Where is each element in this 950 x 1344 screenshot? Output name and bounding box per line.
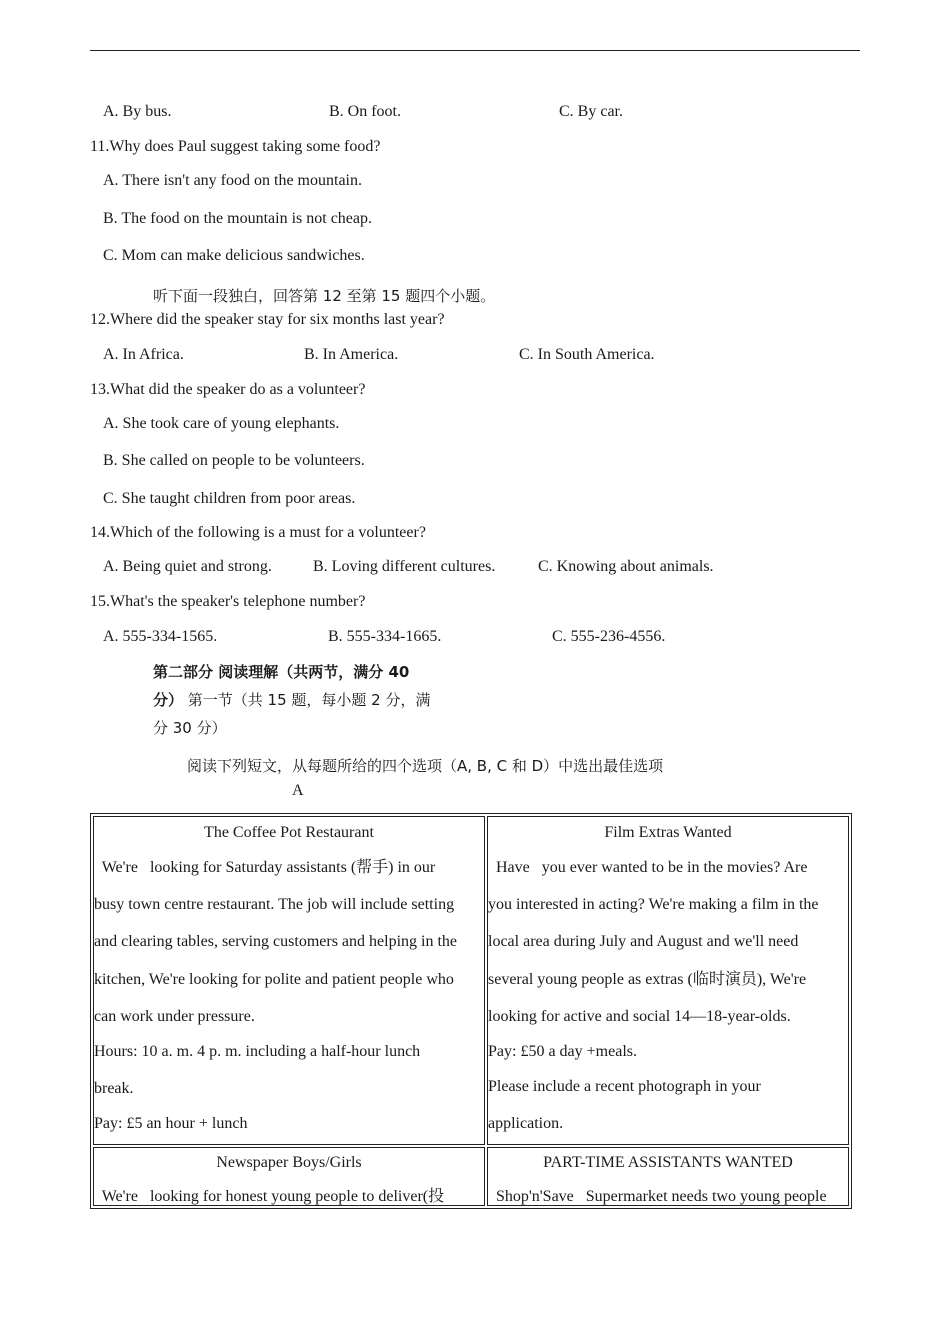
ad-coffee-line: kitchen, We're looking for polite and patient people who	[94, 971, 454, 988]
ad-film-title: Film Extras Wanted	[604, 824, 732, 841]
ad-film-line: several young people as extras (临时演员), We're	[488, 971, 807, 988]
q13-option-c: C. She taught children from poor areas.	[103, 490, 356, 507]
ad-film-line: local area during July and August and we'll need	[488, 933, 799, 950]
part2-heading-line2	[153, 690, 431, 710]
q14-question: 14.Which of the following is a must for a volunteer?	[90, 524, 426, 541]
section-label: A	[292, 782, 304, 799]
q12-option-b: B. In America.	[304, 346, 399, 363]
part2-heading-line1: 第二部分 阅读理解（共两节，满分 40	[153, 663, 410, 681]
ad-film-line: Please include a recent photograph in your	[488, 1078, 761, 1095]
q15-option-c: C. 555-236-4556.	[552, 628, 666, 645]
q12-question: 12.Where did the speaker stay for six months last year?	[90, 311, 445, 328]
ad-coffee-line: break.	[94, 1080, 134, 1097]
monologue-intro: 听下面一段独白，回答第 12 至第 15 题四个小题。	[153, 287, 496, 305]
q11-option-c: C. Mom can make delicious sandwiches.	[103, 247, 365, 264]
ads-table	[90, 813, 852, 1209]
ad-newspaper-line: We're looking for honest young people to deliver(投	[94, 1188, 445, 1205]
ad-film-pay: Pay: £50 a day +meals.	[488, 1043, 637, 1060]
q13-option-a: A. She took care of young elephants.	[103, 415, 340, 432]
q12-option-c: C. In South America.	[519, 346, 655, 363]
ad-parttime-title: PART-TIME ASSISTANTS WANTED	[543, 1154, 793, 1171]
q10-option-a: A. By bus.	[103, 103, 172, 120]
ad-coffee-pot	[93, 816, 485, 1145]
ad-newspaper-title: Newspaper Boys/Girls	[216, 1154, 362, 1171]
part2-section1-desc: 第一节（共 15 题，每小题 2 分，满	[183, 691, 431, 709]
ad-part-time	[487, 1147, 849, 1206]
part2-heading-score: 分）	[153, 691, 184, 709]
part2-heading-line3: 分 30 分）	[153, 719, 227, 737]
q12-option-a: A. In Africa.	[103, 346, 184, 363]
q11-option-b: B. The food on the mountain is not cheap.	[103, 210, 372, 227]
ad-coffee-line: and clearing tables, serving customers and helping in the	[94, 933, 458, 950]
q14-option-c: C. Knowing about animals.	[538, 558, 714, 575]
ad-parttime-line: Shop'n'Save Supermarket needs two young people	[488, 1188, 827, 1205]
q14-option-b: B. Loving different cultures.	[313, 558, 496, 575]
header-rule	[90, 50, 860, 51]
q10-option-b: B. On foot.	[329, 103, 401, 120]
q13-option-b: B. She called on people to be volunteers.	[103, 452, 365, 469]
ad-coffee-hours: Hours: 10 a. m. 4 p. m. including a half-hour lunch	[94, 1043, 421, 1060]
ad-film-extras	[487, 816, 849, 1145]
ad-film-line: looking for active and social 14—18-year-olds.	[488, 1008, 791, 1025]
q11-question: 11.Why does Paul suggest taking some food?	[90, 138, 381, 155]
ad-film-line: you interested in acting? We're making a film in the	[488, 896, 819, 913]
q15-option-a: A. 555-334-1565.	[103, 628, 218, 645]
ad-coffee-line: can work under pressure.	[94, 1008, 255, 1025]
ad-film-line: application.	[488, 1115, 564, 1132]
reading-instruction: 阅读下列短文，从每题所给的四个选项（A, B, C 和 D）中选出最佳选项	[187, 757, 664, 775]
ad-coffee-line: We're looking for Saturday assistants (帮手) in our	[94, 859, 436, 876]
q15-question: 15.What's the speaker's telephone number?	[90, 593, 366, 610]
ad-newspaper	[93, 1147, 485, 1206]
ad-coffee-title: The Coffee Pot Restaurant	[204, 824, 374, 841]
q11-option-a: A. There isn't any food on the mountain.	[103, 172, 362, 189]
ad-film-line: Have you ever wanted to be in the movies? Are	[488, 859, 808, 876]
ad-coffee-pay: Pay: £5 an hour + lunch	[94, 1115, 248, 1132]
ad-coffee-line: busy town centre restaurant. The job will include setting	[94, 896, 455, 913]
q14-option-a: A. Being quiet and strong.	[103, 558, 272, 575]
q13-question: 13.What did the speaker do as a volunteer?	[90, 381, 366, 398]
q10-option-c: C. By car.	[559, 103, 623, 120]
q15-option-b: B. 555-334-1665.	[328, 628, 442, 645]
